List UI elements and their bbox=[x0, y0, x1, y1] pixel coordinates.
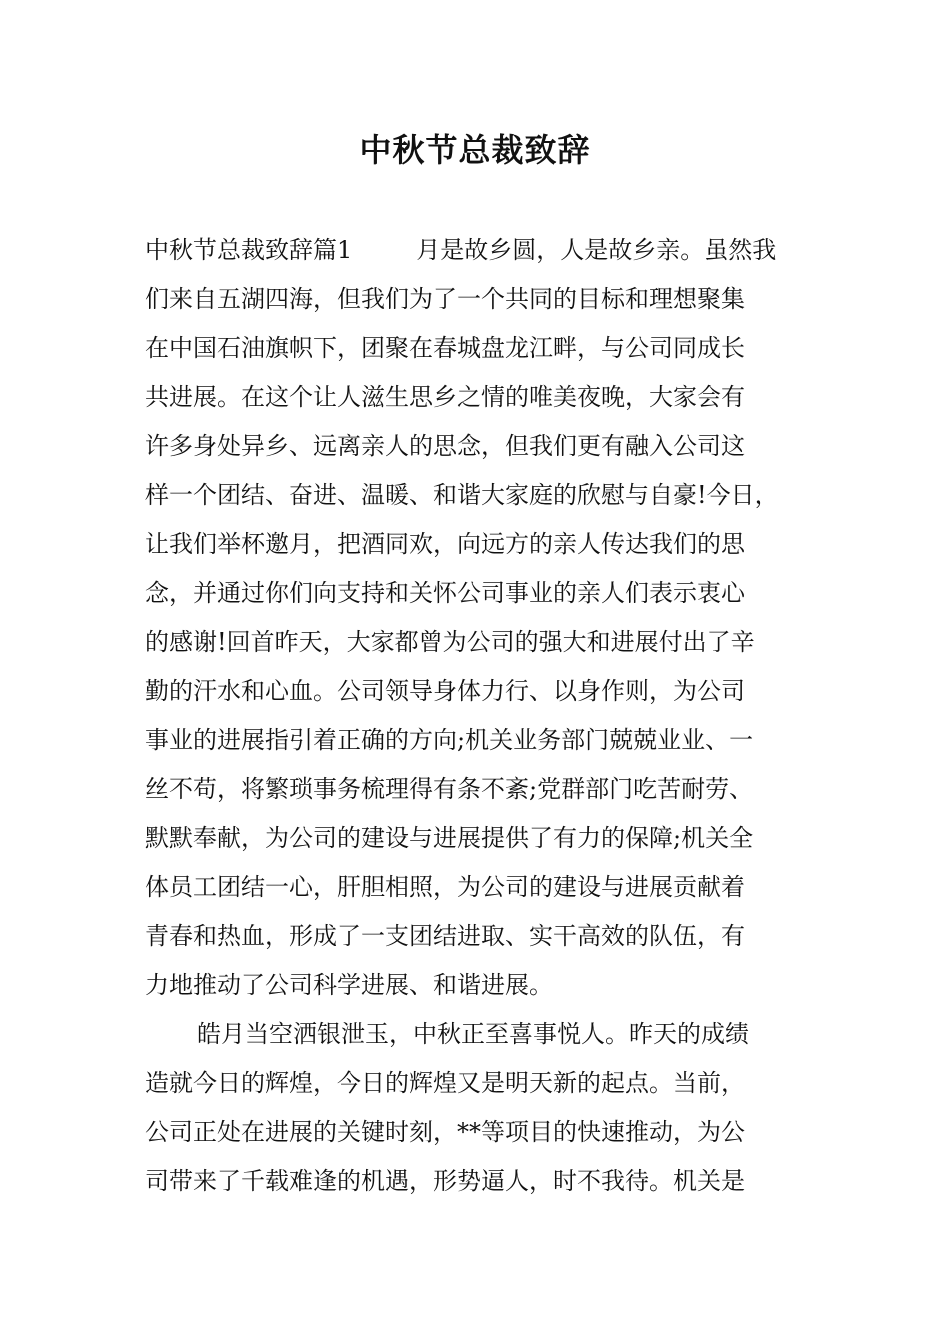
text-line bbox=[145, 1010, 825, 1059]
text-line: 事业的进展指引着正确的方向;机关业务部门兢兢业业、一 bbox=[145, 726, 754, 754]
text-line: 力地推动了公司科学进展、和谐进展。 bbox=[145, 971, 553, 999]
text-line: 样一个团结、奋进、温暖、和谐大家庭的欣慰与自豪!今日， bbox=[145, 481, 779, 509]
text-line: 丝不苟，将繁琐事务梳理得有条不紊;党群部门吃苦耐劳、 bbox=[145, 775, 754, 803]
text-line: 公司正处在进展的关键时刻，**等项目的快速推动，为公 bbox=[145, 1118, 745, 1146]
text-line bbox=[145, 226, 825, 275]
text-line: 勤的汗水和心血。公司领导身体力行、以身作则，为公司 bbox=[145, 677, 745, 705]
text-line: 们来自五湖四海，但我们为了一个共同的目标和理想聚集 bbox=[145, 285, 745, 313]
text-fragment: 月是故乡圆，人是故乡亲。虽然我 bbox=[416, 236, 777, 264]
text-line: 在中国石油旗帜下，团聚在春城盘龙江畔，与公司同成长 bbox=[145, 334, 745, 362]
text-line: 念，并通过你们向支持和关怀公司事业的亲人们表示衷心 bbox=[145, 579, 745, 607]
text-line: 青春和热血，形成了一支团结进取、实干高效的队伍，有 bbox=[145, 922, 745, 950]
text-line: 共进展。在这个让人滋生思乡之情的唯美夜晚，大家会有 bbox=[145, 383, 745, 411]
text-line: 默默奉献，为公司的建设与进展提供了有力的保障;机关全 bbox=[145, 824, 754, 852]
section-heading: 中秋节总裁致辞篇1 bbox=[145, 236, 353, 264]
text-line: 司带来了千载难逢的机遇，形势逼人，时不我待。机关是 bbox=[145, 1167, 745, 1195]
paragraph-start: 皓月当空洒银泄玉，中秋正至喜事悦人。昨天的成绩 bbox=[197, 1020, 749, 1048]
text-line: 造就今日的辉煌，今日的辉煌又是明天新的起点。当前， bbox=[145, 1069, 745, 1097]
text-line: 的感谢!回首昨天，大家都曾为公司的强大和进展付出了辛 bbox=[145, 628, 755, 656]
text-line: 体员工团结一心，肝胆相照，为公司的建设与进展贡献着 bbox=[145, 873, 745, 901]
text-line: 让我们举杯邀月，把酒同欢，向远方的亲人传达我们的思 bbox=[145, 530, 745, 558]
document-body bbox=[145, 226, 825, 1206]
text-line: 许多身处异乡、远离亲人的思念，但我们更有融入公司这 bbox=[145, 432, 745, 460]
document-title: 中秋节总裁致辞 bbox=[359, 131, 591, 169]
